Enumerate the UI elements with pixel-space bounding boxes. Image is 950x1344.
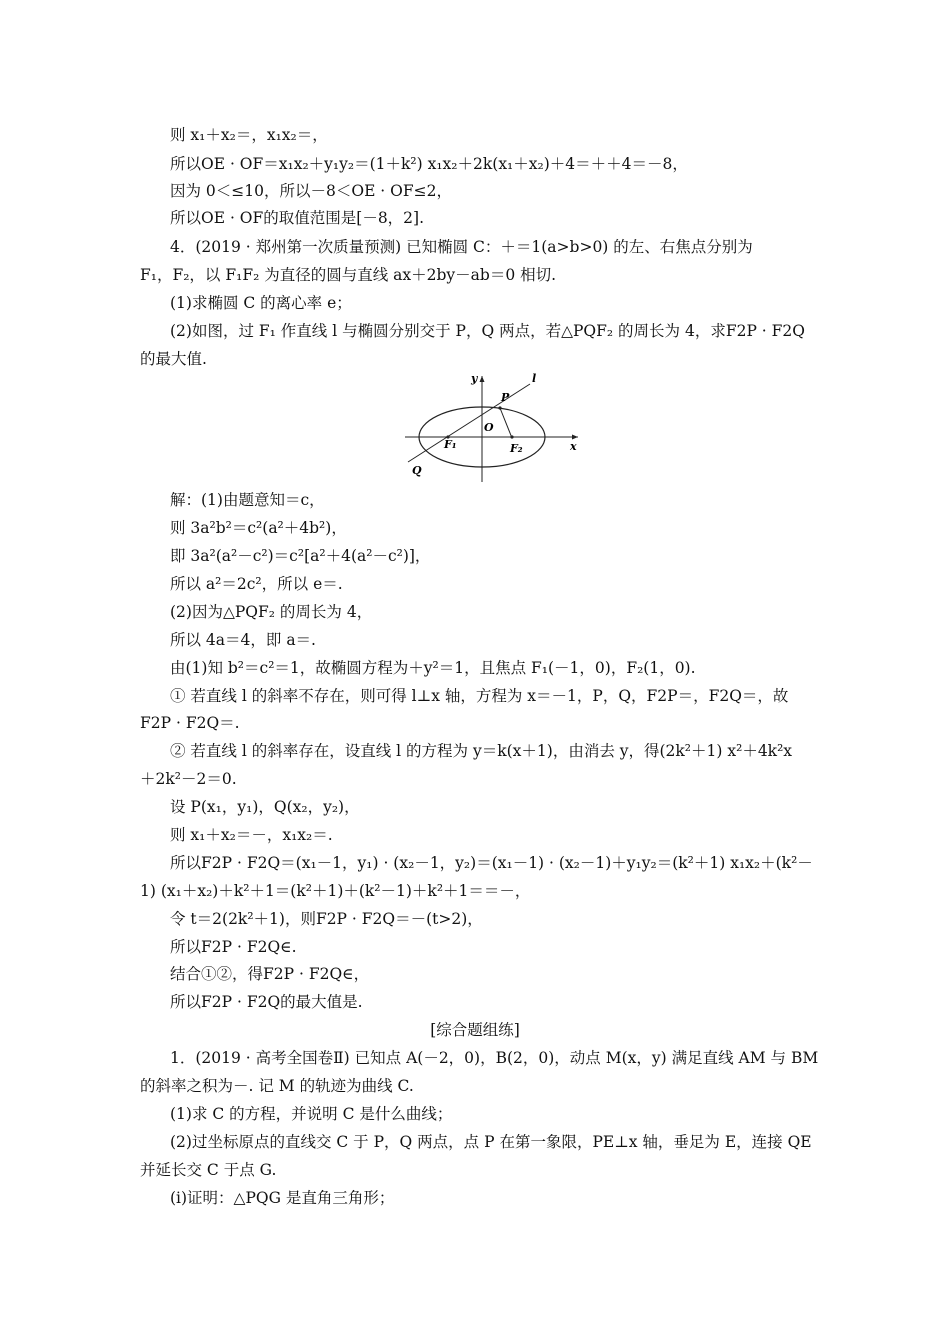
text-line: ② 若直线 l 的斜率存在，设直线 l 的方程为 y＝k(x＋1)，由消去 y，得(2k²＋1) x²＋4k²x [170,742,793,760]
label-x: x [570,440,577,453]
text-line: 所以F2P · F2Q∈. [170,938,297,956]
label-p: P [501,391,510,404]
solution-start: 解：(1)由题意知＝c， [170,491,325,509]
text-line: 令 t＝2(2k²＋1)，则F2P · F2Q＝－(t>2)， [170,910,483,928]
label-q: Q [412,464,422,477]
label-f2: F₂ [510,442,523,455]
text-line: (1)求椭圆 C 的离心率 e； [170,294,352,312]
text-line: 所以F2P · F2Q的最大值是. [170,993,363,1011]
text-line: 由(1)知 b²＝c²＝1，故椭圆方程为＋y²＝1，且焦点 F₁(－1，0)，F₂(1，0). [170,659,696,677]
text-line: 设 P(x₁，y₁)，Q(x₂，y₂)， [170,798,360,816]
problem-4-stem: 4．(2019 · 郑州第一次质量预测) 已知椭圆 C：＋＝1(a>b>0) 的左、右焦点分别为 [170,238,753,256]
text-line: (2)过坐标原点的直线交 C 于 P，Q 两点，点 P 在第一象限，PE⊥x 轴，垂足为 E，连接 QE [170,1133,812,1151]
text-line: 结合①②，得F2P · F2Q∈， [170,965,370,983]
text-line: 所以 a²＝2c²，所以 e＝. [170,575,343,593]
text-line: ＋2k²－2＝0. [140,770,237,788]
point-f2 [510,435,513,438]
x-axis-arrow [572,435,578,440]
text-line: 所以OE · OF的取值范围是[－8，2]. [170,209,425,227]
label-f1: F₁ [444,438,457,451]
text-line: (ⅰ)证明：△PQG 是直角三角形； [170,1189,395,1207]
y-axis-arrow [480,376,485,382]
text-line: 则 x₁＋x₂＝－，x₁x₂＝. [170,826,333,844]
text-line: ① 若直线 l 的斜率不存在，则可得 l⊥x 轴，方程为 x＝－1，P，Q，F2P＝，F2Q＝，故 [170,687,789,705]
text-line: 则 3a²b²＝c²(a²＋4b²)， [170,519,347,537]
text-line: 即 3a²(a²－c²)＝c²[a²＋4(a²－c²)]， [170,547,431,565]
section-heading: [综合题组练] [430,1021,520,1039]
label-l: l [532,372,537,385]
text-line: 所以OE · OF＝x₁x₂＋y₁y₂＝(1＋k²) x₁x₂＋2k(x₁＋x₂)＋4＝＋＋4＝－8， [170,155,688,173]
text-line: 的最大值. [140,350,207,368]
label-o: O [484,421,494,434]
text-line: 所以 4a＝4，即 a＝. [170,631,316,649]
text-line: 1) (x₁＋x₂)＋k²＋1＝(k²＋1)＋(k²－1)＋k²＋1＝＝－， [140,882,531,900]
text-line: 所以F2P · F2Q＝(x₁－1，y₁) · (x₂－1，y₂)＝(x₁－1) · (x₂－1)＋y₁y₂＝(k²＋1) x₁x₂＋(k²－ [170,854,813,872]
text-line: (1)求 C 的方程，并说明 C 是什么曲线； [170,1105,453,1123]
segment-pf2 [500,408,512,438]
text-line: F₁，F₂，以 F₁F₂ 为直径的圆与直线 ax＋2by－ab＝0 相切. [140,266,557,284]
text-line: 则 x₁＋x₂＝，x₁x₂＝， [170,126,328,144]
text-line: (2)因为△PQF₂ 的周长为 4， [170,603,373,621]
point-p [498,406,501,409]
text-line: 因为 0＜≤10，所以－8＜OE · OF≤2， [170,182,452,200]
text-line: F2P · F2Q＝. [140,714,240,732]
ellipse-figure [400,370,590,485]
text-line: 并延长交 C 于点 G. [140,1161,277,1179]
text-line: (2)如图，过 F₁ 作直线 l 与椭圆分别交于 P，Q 两点，若△PQF₂ 的周长为 4，求F2P · F2Q [170,322,805,340]
text-line: 的斜率之积为－. 记 M 的轨迹为曲线 C. [140,1077,414,1095]
problem-1-stem: 1．(2019 · 高考全国卷Ⅱ) 已知点 A(－2，0)，B(2，0)，动点 M(x，y) 满足直线 AM 与 BM [170,1049,819,1067]
label-y: y [471,372,478,385]
